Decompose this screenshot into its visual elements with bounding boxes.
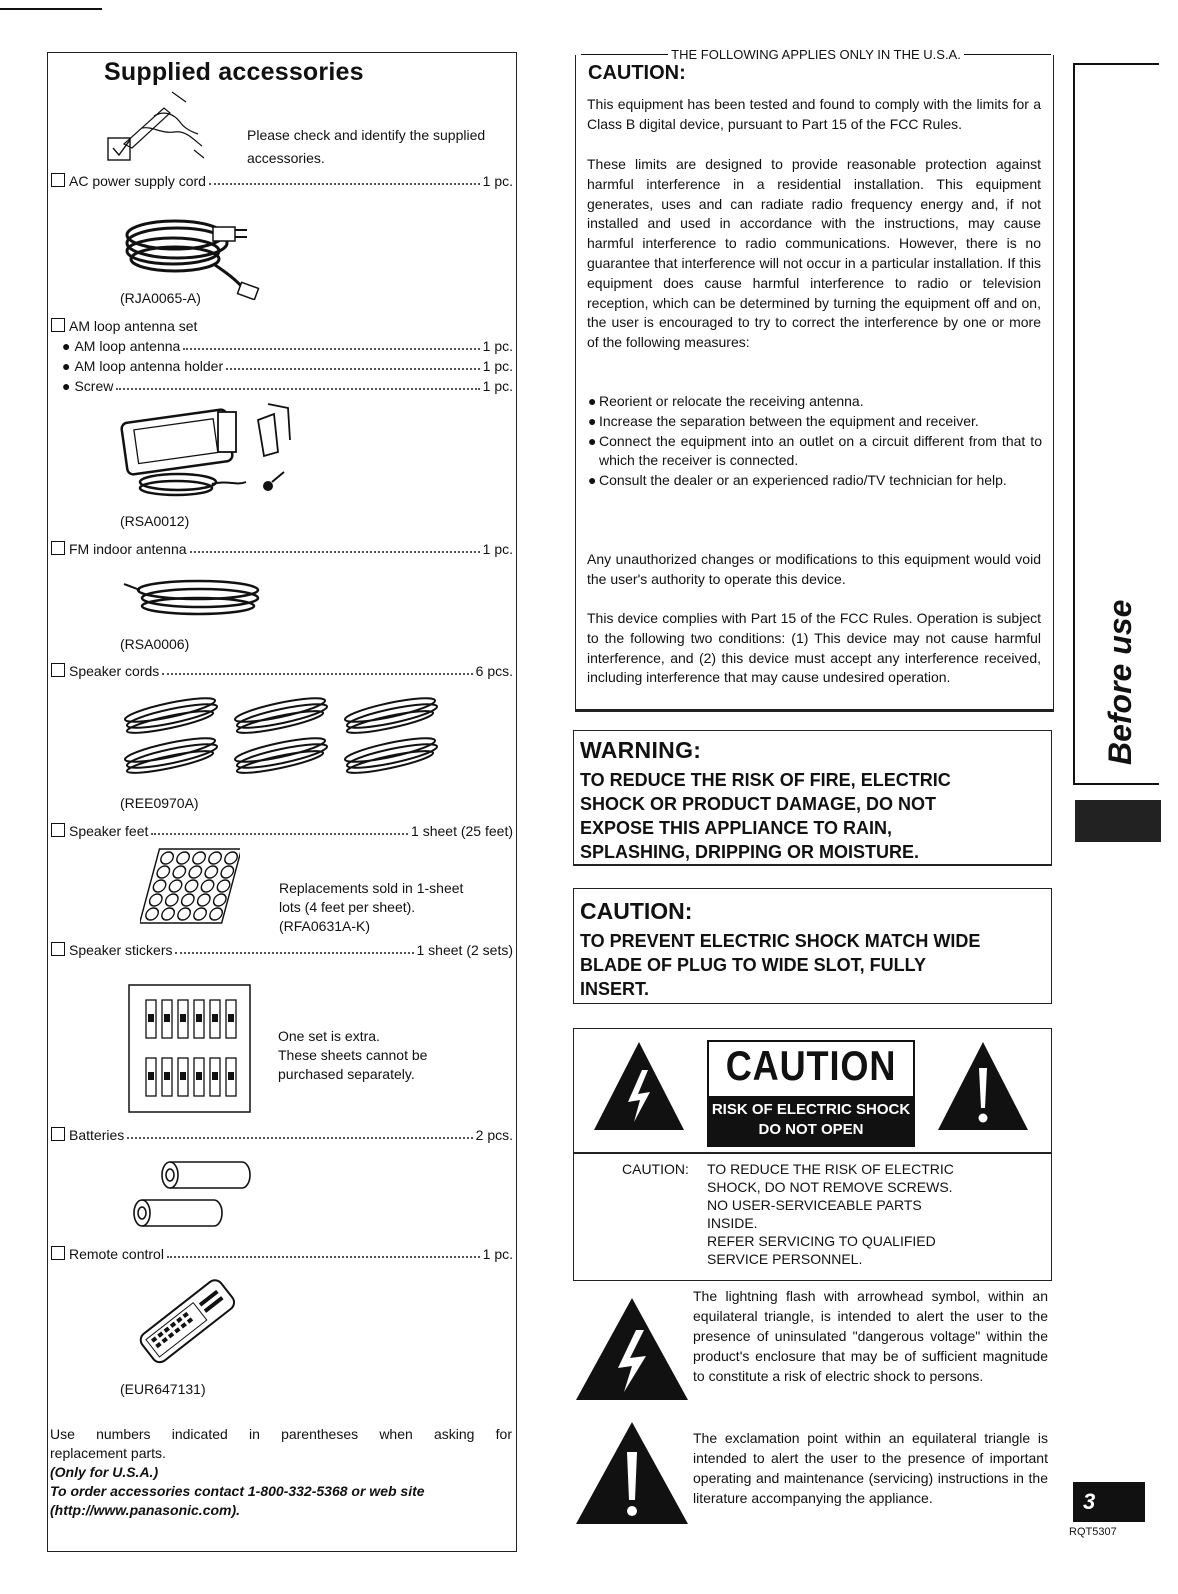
accessories-title: Supplied accessories <box>104 58 364 86</box>
lightning-symbol-text: The lightning flash with arrowhead symbol, within an equilateral triangle, is intended to alert the user to the presence of uninsulated "dangerous voltage" within the product's enclosure that may be of sufficient magnitude to constitute a risk of electric shock to persons. <box>693 1288 1048 1384</box>
lightning-symbol-icon <box>574 1296 690 1402</box>
checkbox[interactable] <box>51 1246 65 1260</box>
part-number-cords: (REE0970A) <box>120 795 199 811</box>
am-subitem: ● AM loop antenna 1 pc. <box>62 338 513 354</box>
checkbox[interactable] <box>51 173 65 187</box>
checkbox[interactable] <box>51 823 65 837</box>
section-tab-marker <box>1075 800 1161 842</box>
checkbox[interactable] <box>51 318 65 332</box>
fcc-paragraph: This equipment has been tested and found to comply with the limits for a Class B digital device, pursuant to Part 15 of the FCC Rules. <box>587 96 1041 132</box>
list-item: ● Consult the dealer or an experienced radio/TV technician for help. <box>588 472 1007 489</box>
plug-caution-title: CAUTION: <box>580 898 693 924</box>
section-tab-label: Before use <box>1102 599 1138 765</box>
label-text: TO REDUCE THE RISK OF ELECTRIC SHOCK, DO NOT REMOVE SCREWS. NO USER-SERVICEABLE PARTS INSIDE. REFER SERVICING TO QUALIFIED SERVICE PERSONNEL. <box>707 1161 954 1267</box>
accessory-speaker-feet: Speaker feet 1 sheet (25 feet) <box>51 823 513 839</box>
checkbox[interactable] <box>51 942 65 956</box>
part-number-remote: (EUR647131) <box>120 1381 206 1397</box>
fcc-paragraph: This device complies with Part 15 of the FCC Rules. Operation is subject to the following two conditions: (1) This device may not cause harmful interference, and (2) this device must accept any interference received, including interference that may cause undesired operation. <box>587 610 1041 686</box>
stickers-note: One set is extra. These sheets cannot be purchased separately. <box>278 1028 428 1082</box>
part-number-fm: (RSA0006) <box>120 636 190 652</box>
tab-rule <box>1073 63 1159 65</box>
divider <box>573 1152 1052 1154</box>
fcc-paragraph: These limits are designed to provide reasonable protection against harmful interference in a residential installation. This equipment generates, uses and can radiate radio frequency energy and, if not installed and used in accordance with the instructions, may cause harmful interference to radio communications. However, there is no guarantee that interference will not occur in a particular installation. If this equipment does cause harmful interference to radio or television reception, which can be determined by turning the equipment off and on, the user is encouraged to try to correct the interference by one or more of the following measures: <box>587 156 1041 351</box>
check-note: Please check and identify the supplied accessories. <box>247 127 486 166</box>
list-item: ● Connect the equipment into an outlet on a circuit different from that to which the receiver is connected. <box>588 432 1042 469</box>
speaker-feet-illustration <box>140 847 240 927</box>
tab-rule <box>1073 783 1159 785</box>
accessory-am-set: AM loop antenna set <box>51 318 513 334</box>
checkbox[interactable] <box>51 541 65 555</box>
part-number-am: (RSA0012) <box>120 513 190 529</box>
label-caption: CAUTION: <box>622 1161 689 1177</box>
fm-antenna-illustration <box>118 568 278 623</box>
fcc-caution-title: CAUTION: <box>588 62 686 84</box>
accessory-fm-antenna: FM indoor antenna 1 pc. <box>51 541 513 557</box>
top-rule <box>0 8 102 10</box>
warning-text: TO REDUCE THE RISK OF FIRE, ELECTRIC SHOCK OR PRODUCT DAMAGE, DO NOT EXPOSE THIS APPLIANCE TO RAIN, SPLASHING, DRIPPING OR MOISTURE. <box>580 770 951 862</box>
hand-check-illustration <box>104 88 214 170</box>
am-antenna-illustration <box>118 400 318 505</box>
usa-header: THE FOLLOWING APPLIES ONLY IN THE U.S.A. <box>578 47 1054 62</box>
replacement-parts-note: Use numbers indicated in parentheses when asking for replacement parts. (Only for U.S.A.) To order accessories contact 1-800-332-5368 or web site (http://www.panasonic.com). <box>50 1426 512 1518</box>
lightning-warning-icon <box>592 1040 686 1132</box>
ac-cord-illustration <box>115 205 275 300</box>
list-item: ● Reorient or relocate the receiving antenna. <box>588 393 864 409</box>
am-subitem: ● Screw 1 pc. <box>62 378 513 394</box>
accessory-speaker-cords: Speaker cords 6 pcs. <box>51 663 513 679</box>
list-item: ● Increase the separation between the equipment and receiver. <box>588 412 979 429</box>
document-code: RQT5307 <box>1069 1526 1117 1538</box>
feet-note: Replacements sold in 1-sheet lots (4 feet per sheet). (RFA0631A-K) <box>279 880 464 934</box>
checkbox[interactable] <box>51 1127 65 1141</box>
caution-sign-word: CAUTION <box>725 1042 897 1089</box>
exclamation-symbol-text: The exclamation point within an equilateral triangle is intended to alert the user to the presence of important operating and maintenance (servicing) instructions in the literature accompanying the appliance. <box>693 1430 1048 1506</box>
accessory-ac-cord: AC power supply cord 1 pc. <box>51 173 513 189</box>
speaker-stickers-illustration <box>128 984 252 1114</box>
accessory-batteries: Batteries 2 pcs. <box>51 1127 513 1143</box>
remote-illustration <box>128 1272 248 1372</box>
exclamation-symbol-icon <box>574 1420 690 1526</box>
accessory-speaker-stickers: Speaker stickers 1 sheet (2 sets) <box>51 942 513 958</box>
fcc-measures-list <box>588 392 1042 491</box>
page-number: 3 <box>1073 1482 1145 1522</box>
batteries-illustration <box>130 1158 260 1230</box>
part-number-ac: (RJA0065-A) <box>120 290 201 306</box>
warning-title: WARNING: <box>580 737 702 763</box>
tab-rule <box>1073 63 1075 783</box>
checkbox[interactable] <box>51 663 65 677</box>
caution-sign-risk: RISK OF ELECTRIC SHOCK DO NOT OPEN <box>707 1096 915 1147</box>
exclamation-warning-icon <box>936 1040 1030 1132</box>
accessory-remote: Remote control 1 pc. <box>51 1246 513 1262</box>
plug-caution-text: TO PREVENT ELECTRIC SHOCK MATCH WIDE BLADE OF PLUG TO WIDE SLOT, FULLY INSERT. <box>580 931 981 999</box>
am-subitem: ● AM loop antenna holder 1 pc. <box>62 358 513 374</box>
fcc-paragraph: Any unauthorized changes or modifications to this equipment would void the user's authority to operate this device. <box>587 551 1041 587</box>
speaker-cords-illustration <box>112 690 462 780</box>
